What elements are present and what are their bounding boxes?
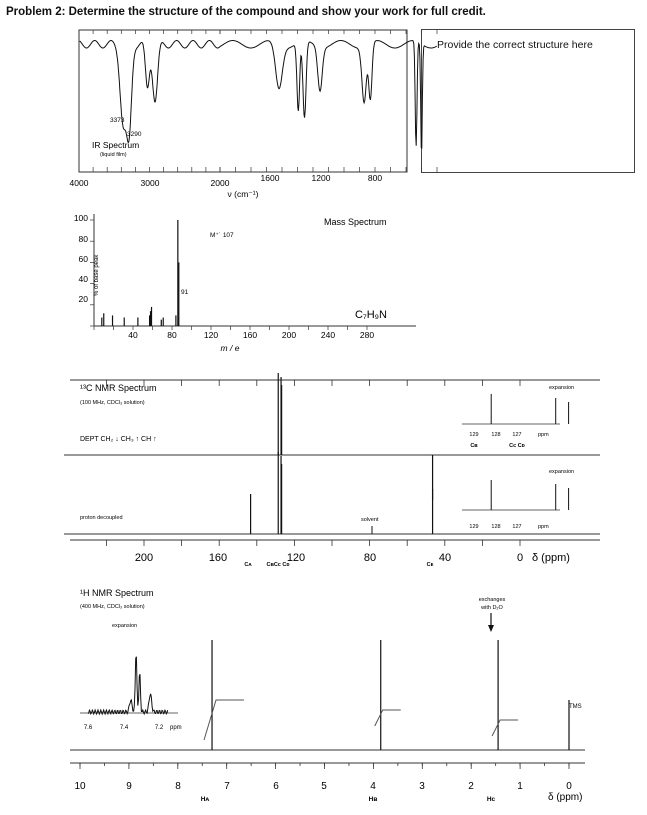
ms-y-tick-label: 20 bbox=[78, 294, 88, 304]
c13-exp-letter: Cʙ bbox=[470, 443, 478, 449]
ir-subtitle: (liquid film) bbox=[100, 152, 127, 158]
c13-exp2-tick: ppm bbox=[538, 524, 549, 530]
ir-tick-label: 1600 bbox=[260, 173, 280, 183]
c13-exp-tick: ppm bbox=[538, 432, 549, 438]
h1-x-axis-label: δ (ppm) bbox=[548, 792, 583, 803]
h1-title: ¹H NMR Spectrum bbox=[80, 588, 154, 598]
h1-exp-tick: 7.4 bbox=[119, 725, 129, 731]
h1-subtitle: (400 MHz, CDCl₃ solution) bbox=[80, 604, 145, 610]
ms-y-tick-label: 40 bbox=[78, 274, 88, 284]
ms-title: Mass Spectrum bbox=[324, 217, 387, 227]
ir-ann-3373: 3373 bbox=[110, 117, 125, 124]
h1-peak-letter: Hᴄ bbox=[486, 796, 496, 803]
answer-prompt: Provide the correct structure here bbox=[437, 39, 593, 51]
ms-x-axis-label: m / e bbox=[220, 343, 240, 353]
ms-x-tick-label: 120 bbox=[203, 330, 219, 340]
h1-tick-label: 9 bbox=[126, 781, 132, 792]
c13-tick-label: 200 bbox=[134, 552, 154, 564]
h1-tick-label: 10 bbox=[74, 781, 86, 792]
c13-tick-label: 160 bbox=[208, 552, 228, 564]
c13-subtitle: (100 MHz, CDCl₃ solution) bbox=[80, 400, 145, 406]
h1-tick-label: 0 bbox=[566, 781, 572, 792]
ir-spectrum bbox=[70, 30, 437, 199]
c13-peak-letter: CʙCᴄ Cᴅ bbox=[266, 562, 290, 568]
c13-tick-label: 0 bbox=[516, 552, 524, 564]
ms-formula: C₇H₉N bbox=[355, 309, 387, 321]
c13-tick-label: 80 bbox=[363, 552, 377, 564]
c13-peak-letter: Cᴇ bbox=[426, 562, 434, 568]
c13-tick-label: 120 bbox=[286, 552, 306, 564]
h1-exp-tick: ppm bbox=[170, 725, 182, 731]
h1-tick-label: 6 bbox=[273, 781, 279, 792]
ms-y-axis-label: % of base peak bbox=[94, 254, 100, 296]
ir-tick-label: 2000 bbox=[210, 178, 230, 188]
h1-tms-label: TMS bbox=[569, 704, 582, 710]
h1-nmr-spectrum bbox=[70, 588, 585, 803]
ms-ann-molecular-ion: M⁺˙ 107 bbox=[210, 232, 234, 239]
problem-title: Problem 2: Determine the structure of the compound and show your work for full credit. bbox=[6, 6, 486, 18]
c13-dept-label: DEPT CH₂ ↓ CH₃ ↑ CH ↑ bbox=[80, 436, 157, 443]
ms-x-tick-label: 200 bbox=[281, 330, 297, 340]
c13-exp2-tick: 127 bbox=[512, 524, 522, 530]
ms-x-tick-label: 280 bbox=[359, 330, 375, 340]
h1-tick-label: 2 bbox=[468, 781, 474, 792]
ms-x-tick-label: 240 bbox=[320, 330, 336, 340]
ms-y-tick-label: 100 bbox=[73, 213, 88, 223]
ms-y-tick-label: 80 bbox=[78, 234, 88, 244]
h1-tick-label: 7 bbox=[224, 781, 230, 792]
h1-expansion-label: expansion bbox=[112, 623, 138, 629]
ms-ann-91: 91 bbox=[181, 289, 189, 296]
h1-exchange-note: with D₂O bbox=[481, 605, 503, 611]
h1-exp-tick: 7.6 bbox=[83, 725, 93, 731]
c13-exp-tick: 127 bbox=[512, 432, 522, 438]
ir-x-axis-label: ν (cm⁻¹) bbox=[227, 189, 259, 199]
ir-frame bbox=[79, 30, 407, 172]
c13-proton-label: proton decoupled bbox=[80, 515, 123, 521]
h1-expansion-trace bbox=[88, 657, 168, 714]
ir-tick-label: 800 bbox=[367, 173, 383, 183]
c13-x-axis-label: δ (ppm) bbox=[532, 552, 570, 564]
h1-exchange-note: exchanges bbox=[478, 597, 506, 603]
c13-exp-tick: 128 bbox=[491, 432, 501, 438]
h1-tick-label: 5 bbox=[321, 781, 327, 792]
ir-ann-3290: 3290 bbox=[127, 131, 142, 138]
ms-x-tick-label: 80 bbox=[167, 330, 177, 340]
h1-integral-trace bbox=[204, 700, 518, 740]
c13-exp-tick: 129 bbox=[469, 432, 479, 438]
c13-title: ¹³C NMR Spectrum bbox=[80, 383, 157, 393]
c13-tick-label: 40 bbox=[438, 552, 452, 564]
h1-peak-letter: Hʙ bbox=[368, 796, 378, 803]
ms-y-tick-label: 60 bbox=[78, 254, 88, 264]
c13-expansion2-label: expansion bbox=[549, 469, 575, 475]
ir-title: IR Spectrum bbox=[92, 140, 140, 150]
h1-exp-tick: 7.2 bbox=[154, 725, 164, 731]
h1-tick-label: 8 bbox=[175, 781, 181, 792]
h1-tick-label: 3 bbox=[419, 781, 425, 792]
ms-x-tick-label: 160 bbox=[242, 330, 258, 340]
c13-nmr-spectrum bbox=[64, 373, 600, 568]
ir-tick-label: 3000 bbox=[140, 178, 160, 188]
ms-x-tick-label: 40 bbox=[128, 330, 138, 340]
h1-tick-label: 1 bbox=[517, 781, 523, 792]
mass-spectrum bbox=[74, 213, 416, 353]
c13-exp2-tick: 129 bbox=[469, 524, 479, 530]
c13-expansion-label: expansion bbox=[549, 385, 575, 391]
h1-exchange-arrow bbox=[488, 613, 494, 632]
c13-peak-letter: Cᴀ bbox=[244, 562, 252, 568]
c13-exp2-tick: 128 bbox=[491, 524, 501, 530]
h1-tick-label: 4 bbox=[370, 781, 376, 792]
c13-solvent-label: solvent bbox=[361, 517, 379, 523]
ir-tick-label: 1200 bbox=[311, 173, 331, 183]
c13-exp-letter: Cᴄ Cᴅ bbox=[509, 443, 525, 449]
ir-tick-label: 4000 bbox=[69, 178, 89, 188]
h1-peak-letter: Hᴀ bbox=[200, 796, 210, 803]
